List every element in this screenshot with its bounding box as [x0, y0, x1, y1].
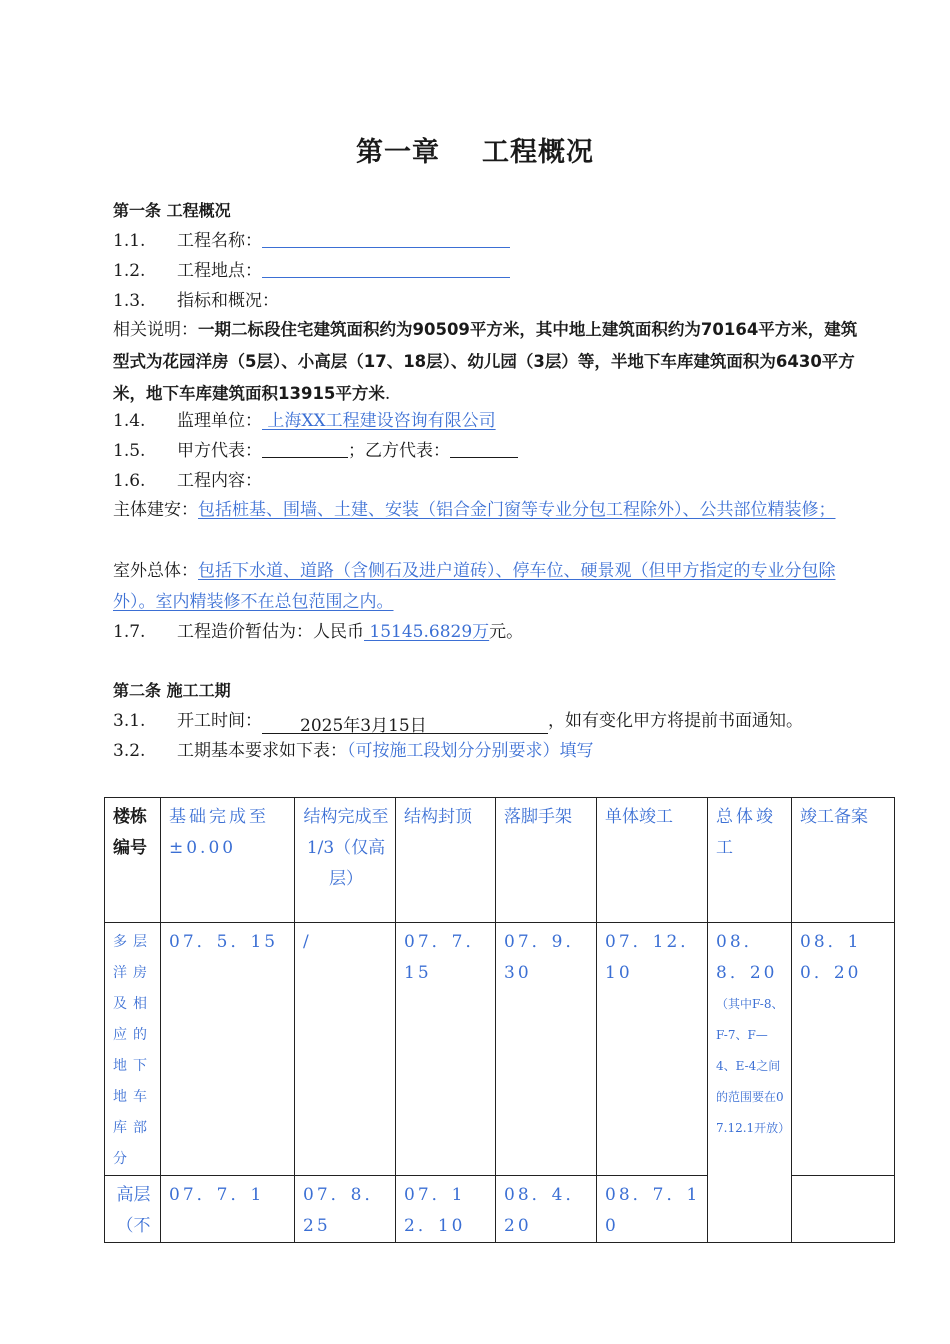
- chapter-name: 工程概况: [482, 137, 594, 168]
- cell-date: 07．12．10: [597, 923, 708, 1176]
- cell-overall-completion: 08．8．20 （其中F-8、F-7、F—4、E-4之间的范围要在07.12.1开放）: [708, 923, 792, 1243]
- cost-value: 15145.6829万: [364, 622, 490, 642]
- project-description: 相关说明：一期二标段住宅建筑面积约为90509平方米，其中地上建筑面积约为70164平方米，建筑型式为花园洋房（5层）、小高层（17、18层）、幼儿园（3层）等，半地下车库建筑面积为6430平方米，地下车库建筑面积13915平方米.: [113, 320, 858, 404]
- cell-date: 07．9．30: [496, 923, 597, 1176]
- cell-date: 08．7．10: [597, 1176, 708, 1243]
- header-scaffold-removal: 落脚手架: [496, 798, 597, 923]
- chapter-title: [0, 130, 950, 169]
- cell-date: 07．7．15: [396, 923, 496, 1176]
- cell-date: 07．12．10: [396, 1176, 496, 1243]
- item-3-1: 3.1. 开工时间： 2025年3月15日 ，如有变化甲方将提前书面通知。: [113, 711, 803, 736]
- overall-completion-note: （其中F-8、F-7、F—4、E-4之间的范围要在07.12.1开放）: [716, 997, 791, 1135]
- schedule-table: [104, 797, 895, 1243]
- cell-date: 07．8．25: [295, 1176, 396, 1243]
- row-building-name: 高层（不: [105, 1176, 161, 1243]
- item-1-3: 1.3. 指标和概况：: [113, 291, 279, 311]
- party-a-rep-field[interactable]: [262, 439, 348, 458]
- cell-date: 07．7．1: [161, 1176, 295, 1243]
- start-date-field[interactable]: 2025年3月15日: [262, 711, 548, 734]
- main-works: 主体建安：包括桩基、围墙、土建、安装（铝合金门窗等专业分包工程除外）、公共部位精装修；: [113, 500, 836, 520]
- section1-heading: 第一条 工程概况: [113, 201, 231, 220]
- project-name-field[interactable]: [262, 229, 510, 248]
- item-3-2: 3.2. 工期基本要求如下表：（可按施工段划分分别要求）填写: [113, 741, 594, 761]
- item-1-1: 1.1. 工程名称：: [113, 226, 510, 256]
- section2-heading: 第二条 施工工期: [113, 681, 231, 700]
- item-1-6: 1.6. 工程内容：: [113, 471, 262, 491]
- cell-date: /: [295, 923, 396, 1176]
- header-filing: 竣工备案: [792, 798, 895, 923]
- cell-date: 08．4．20: [496, 1176, 597, 1243]
- row-building-name: 多层洋房及相应的地下地车库部分: [105, 923, 161, 1176]
- cell-empty: [792, 1176, 895, 1243]
- item-1-4: 1.4. 监理单位： 上海XX工程建设咨询有限公司: [113, 411, 496, 431]
- outdoor-works: 室外总体：包括下水道、道路（含侧石及进户道砖）、停车位、硬景观（但甲方指定的专业分包除外）。室内精装修不在总包范围之内。: [113, 561, 836, 612]
- header-foundation: 基础完成至±0.00: [161, 798, 295, 923]
- header-structure-third: 结构完成至1/3（仅高层）: [295, 798, 396, 923]
- item-1-5: 1.5. 甲方代表： ；乙方代表：: [113, 436, 518, 466]
- table-header-row: [105, 798, 895, 923]
- header-building-no: 楼栋编号: [105, 798, 161, 923]
- item-1-7: 1.7. 工程造价暂估为：人民币 15145.6829万元。: [113, 622, 524, 642]
- chapter-number: 第一章: [356, 137, 440, 168]
- supervisor-value: 上海XX工程建设咨询有限公司: [262, 411, 496, 431]
- project-location-field[interactable]: [262, 259, 510, 278]
- item-1-2: 1.2. 工程地点：: [113, 256, 510, 286]
- cell-date: 07．5．15: [161, 923, 295, 1176]
- table-row: [105, 923, 895, 1176]
- header-overall-completion: 总体竣工: [708, 798, 792, 923]
- header-unit-completion: 单体竣工: [597, 798, 708, 923]
- party-b-rep-field[interactable]: [450, 439, 518, 458]
- header-topping-out: 结构封顶: [396, 798, 496, 923]
- cell-date: 08．10．20: [792, 923, 895, 1176]
